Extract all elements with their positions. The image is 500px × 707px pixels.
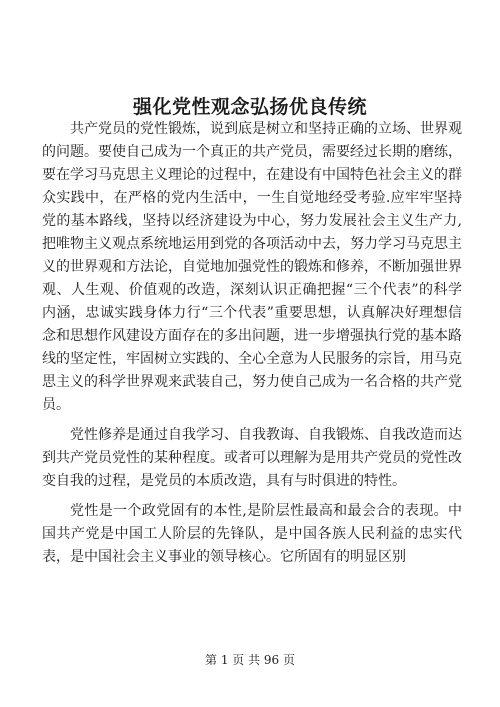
paragraph-2: 党性修养是通过自我学习、自我教诲、自我锻炼、自我改造而达到共产党员党性的某种程度。或者可以理解为是用共产党员的党性改变自我的过程，是党员的本质改造，具有与时俱进的特性。 [42,427,462,489]
page-number-footer: 第 1 页 共 96 页 [205,653,295,667]
paragraph-3: 党性是一个政党固有的本性,是阶层性最高和最会合的表现。中国共产党是中国工人阶层的先锋队，是中国各族人民利益的忠实代表，是中国社会主义事业的领导核心。它所固有的明显区别 [42,503,462,565]
document-title: 强化党性观念弘扬优良传统 [132,96,367,118]
document-body [42,118,462,569]
paragraph-1: 共产党员的党性锻炼，说到底是树立和坚持正确的立场、世界观的问题。要使自己成为一个真正的共产党员，需要经过长期的磨练，要在学习马克思主义理论的过程中，在建设有中国特色社会主义的群众实践中，在严格的党内生活中，一生自觉地经受考验.应牢牢坚持党的基本路线，坚持以经济建设为中心，努力发展社会主义生产力,把唯物主义观点系统地运用到党的各项活动中去，努力学习马克思主义的世界观和方法论，自觉地加强党性的锻炼和修养，不断加强世界观、人生观、价值观的改造，深刻认识正确把握“三个代表”的科学内涵，忠诚实践身体力行“三个代表”重要思想，认真解决好理想信念和思想作风建设方面存在的多出问题，进一步增强执行党的基本路线的坚定性，牢固树立实践的、全心全意为人民服务的宗旨，用马克思主义的科学世界观来武装自己，努力使自己成为一名合格的共产党员。 [42,121,462,413]
